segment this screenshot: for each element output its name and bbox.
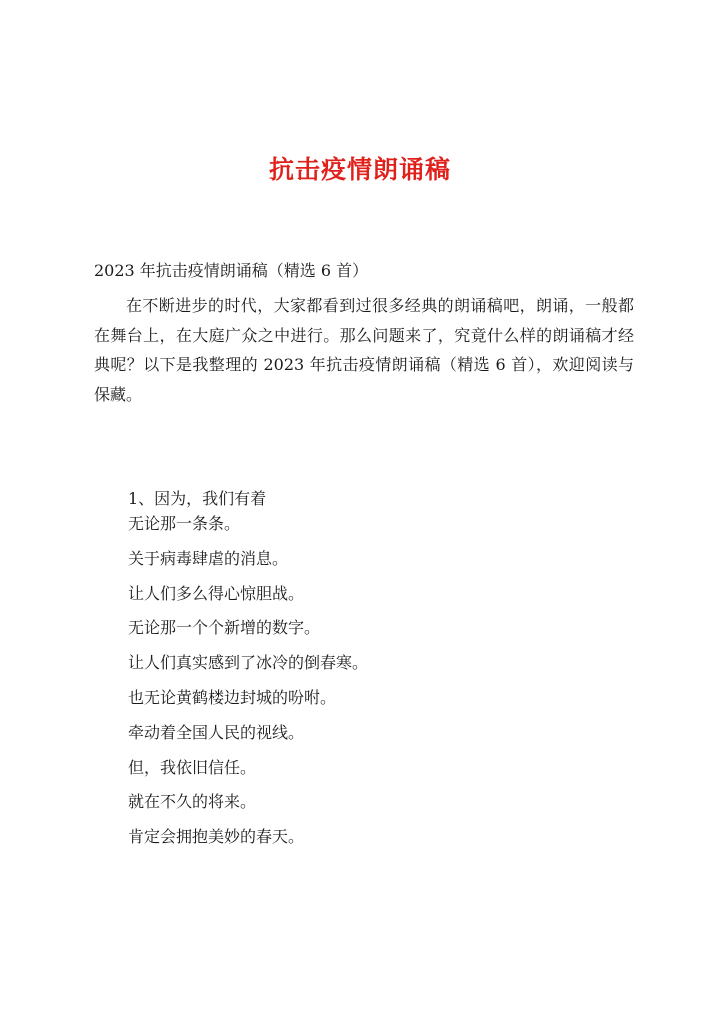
poem-line: 牵动着全国人民的视线。 [128,722,305,742]
poem-line: 但，我依旧信任。 [128,757,257,777]
poem-line: 无论那一条条。 [128,514,241,533]
poem-lines [128,512,368,860]
poem-line: 肯定会拥抱美妙的春天。 [128,827,305,847]
poem-line: 也无论黄鹤楼边封城的吩咐。 [128,687,337,707]
poem-line: 让人们多么得心惊胆战。 [128,583,305,603]
poem-line: 无论那一个个新增的数字。 [128,618,321,638]
intro-paragraph: 在不断进步的时代，大家都看到过很多经典的朗诵稿吧，朗诵，一般都在舞台上，在大庭广众之中进行。那么问题来了，究竟什么样的朗诵稿才经典呢？以下是我整理的 2023 年抗击疫情朗诵稿（精选 6 首），欢迎阅读与保藏。 [94,296,634,404]
poem-line: 关于病毒肆虐的消息。 [128,548,289,568]
document-title: 抗击疫情朗诵稿 [268,155,451,184]
poem-line: 就在不久的将来。 [128,792,257,812]
document-subtitle: 2023 年抗击疫情朗诵稿（精选 6 首） [94,261,369,280]
poem-line: 让人们真实感到了冰冷的倒春寒。 [128,653,369,673]
poem-heading: 1、因为，我们有着 [128,489,267,508]
